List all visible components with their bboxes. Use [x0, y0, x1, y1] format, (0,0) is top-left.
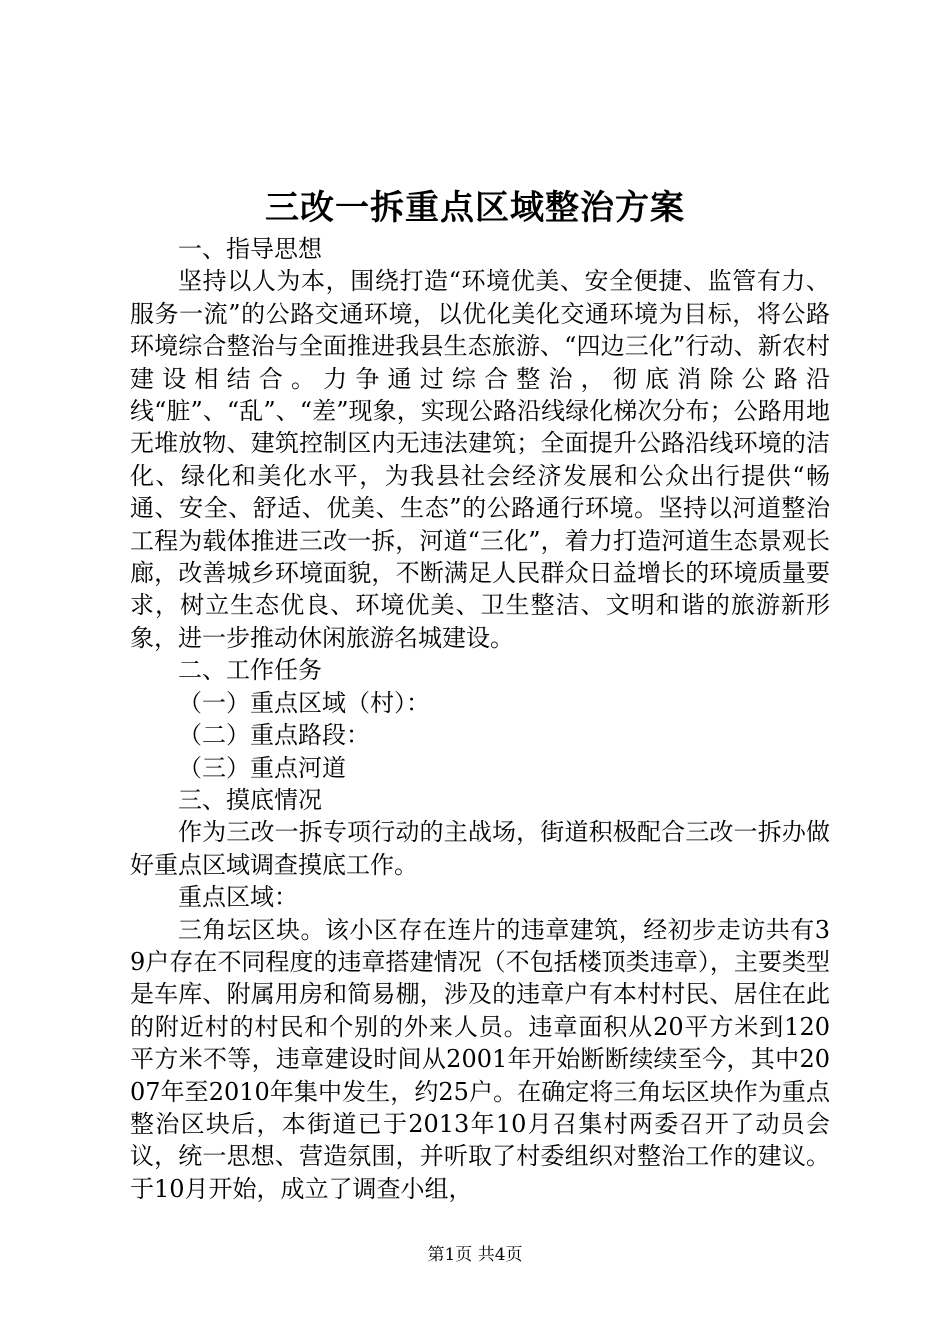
- section-heading-work-tasks: 二、工作任务: [178, 656, 322, 685]
- task-item-key-rivers: （三）重点河道: [178, 753, 346, 782]
- paragraph-sanjiaotan-block: 三角坛区块。该小区存在连片的违章建筑，经初步走访共有39户存在不同程度的违章搭建情况（不包括楼顶类违章），主要类型是车库、附属用房和简易棚，涉及的违章户有本村村民、居住在此的附近村的村民和个别的外来人员。违章面积从20平方米到120平方米不等，违章建设时间从2001年开始断断续续至今，其中2007年至2010年集中发生，约25户。在确定将三角坛区块作为重点整治区块后，本街道已于2013年10月召集村两委召开了动员会议，统一思想、营造氛围，并听取了村委组织对整治工作的建议。于10月开始，成立了调查小组，: [130, 915, 830, 1203]
- page-number: 第1页 共4页: [427, 1245, 523, 1265]
- document-body: [130, 233, 830, 1205]
- section-heading-guiding-thought: 一、指导思想: [178, 235, 322, 263]
- paragraph-guiding-thought: 坚持以人为本，围绕打造“环境优美、安全便捷、监管有力、服务一流”的公路交通环境，以优化美化交通环境为目标，将公路环境综合整治与全面推进我县生态旅游、“四边三化”行动、新农村建设相结合。力争通过综合整治，彻底消除公路沿线“脏”、“乱”、“差”现象，实现公路沿线绿化梯次分布；公路用地无堆放物、建筑控制区内无违法建筑；全面提升公路沿线环境的洁化、绿化和美化水平，为我县社会经济发展和公众出行提供“畅通、安全、舒适、优美、生态”的公路通行环境。坚持以河道整治工程为载体推进三改一拆，河道“三化”，着力打造河道生态景观长廊，改善城乡环境面貌，不断满足人民群众日益增长的环境质量要求，树立生态优良、环境优美、卫生整洁、文明和谐的旅游新形象，进一步推动休闲旅游名城建设。: [130, 267, 830, 652]
- subheading-key-areas: 重点区域：: [178, 883, 298, 912]
- section-heading-survey: 三、摸底情况: [178, 785, 322, 814]
- page-footer: [0, 1243, 950, 1267]
- task-item-key-areas: （一）重点区域（村）：: [178, 688, 430, 717]
- task-item-key-roads: （二）重点路段：: [178, 721, 370, 750]
- paragraph-survey-intro: 作为三改一拆专项行动的主战场，街道积极配合三改一拆办做好重点区域调查摸底工作。: [130, 818, 830, 879]
- document-title: 三改一拆重点区域整治方案: [265, 188, 685, 228]
